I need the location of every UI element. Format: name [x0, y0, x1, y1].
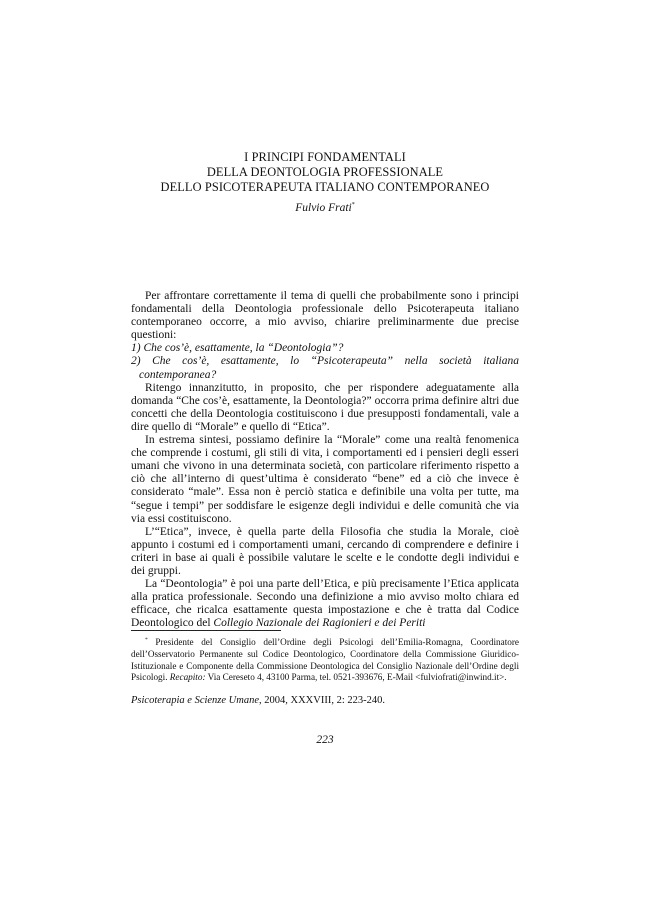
journal-citation: [131, 695, 519, 706]
paragraph-deontologia-text: La “Deontologia” è poi una parte dell’Etica, e più precisamente l’Etica applicata alla pratica professionale. Secondo una definizione a mio avviso molto chiara ed efficace, che ricalca esattamente questa impostazione e che è tratta dal Codice Deontologico del: [131, 578, 519, 630]
footnote-recapito-label: Recapito:: [169, 672, 206, 683]
author-name: Fulvio Frati: [295, 202, 352, 214]
journal-name: Psicoterapia e Scienze Umane: [131, 695, 260, 706]
paragraph-etica: L’“Etica”, invece, è quella parte della Filosofia che studia la Morale, cioè appunto i costumi ed i comportamenti umani, cercando di comprendere e definire i criteri in base ai quali è possibile valutare le scelte e le condotte degli individui e dei gruppi.: [131, 525, 519, 577]
citation-details: , 2004, XXXVIII, 2: 223-240.: [259, 695, 386, 706]
article-title: [131, 150, 519, 195]
footnote-paragraph: [131, 637, 519, 684]
author-line: [131, 202, 519, 214]
page: [131, 0, 519, 919]
paragraph-morale: In estrema sintesi, possiamo definire la “Morale” come una realtà fenomenica che comprende i costumi, gli stili di vita, i comportamenti ed i pensieri degli esseri umani che vivono in una determinata società, con particolare riferimento rispetto a ciò che all’interno di quest’ultima è considerato “bene” ed a ciò che invece è considerato “male”. Essa non è perciò statica e definibile una volta per tutte, ma “segue i tempi” per soddisfare le esigenze degli individui e delle comunità che via via essi costituiscono.: [131, 434, 519, 525]
paragraph-deontologia: [131, 578, 519, 630]
page-number: 223: [316, 734, 334, 746]
body-text: [131, 290, 519, 630]
footnote-divider: [131, 630, 281, 631]
paragraph-deontologia-italic: Collegio Nazionale dei Ragionieri e dei Periti: [213, 617, 426, 630]
paragraph-2: Ritengo innanzitutto, in proposito, che per rispondere adeguatamente alla domanda “Che cos’è, esattamente, la Deontologia?” occorra prima definire altri due concetti che della Deontologia costituiscono i due presupposti fondamentali, vale a dire quello di “Morale” e quello di “Etica”.: [131, 381, 519, 433]
footnote-text-a: Presidente del Consiglio dell’Ordine degli Psicologi dell’Emilia-Romagna, Coordinatore dell’Osservatorio Permanente sul Codice Deontologico, Coordinatore della Commissione Giuridico-Istituzionale e Componente della Commissione Deontologica del Consiglio Nazionale dell’Ordine degli Psicologi.: [131, 637, 519, 683]
title-line-1: I PRINCIPI FONDAMENTALI: [244, 150, 406, 164]
footnote: [131, 637, 519, 684]
footnote-text-b: Via Cereseto 4, 43100 Parma, tel. 0521-393676, E-Mail <fulviofrati@inwind.it>.: [205, 672, 507, 683]
footnote-mark: *: [145, 636, 148, 643]
paragraph-intro: Per affrontare correttamente il tema di quelli che probabilmente sono i principi fondamentali della Deontologia professionale dello Psicoterapeuta italiano contemporaneo occorre, a mio avviso, chiarire preliminarmente due precise questioni:: [131, 290, 519, 342]
author-footnote-mark: *: [351, 202, 355, 209]
title-line-2: DELLA DEONTOLOGIA PROFESSIONALE: [206, 165, 444, 179]
title-line-3: DELLO PSICOTERAPEUTA ITALIANO CONTEMPORANEO: [160, 180, 490, 194]
question-1: 1) Che cos’è, esattamente, la “Deontologia”?: [131, 342, 344, 355]
question-2: 2) Che cos’è, esattamente, lo “Psicoterapeuta” nella società italiana contemporanea?: [131, 355, 519, 381]
